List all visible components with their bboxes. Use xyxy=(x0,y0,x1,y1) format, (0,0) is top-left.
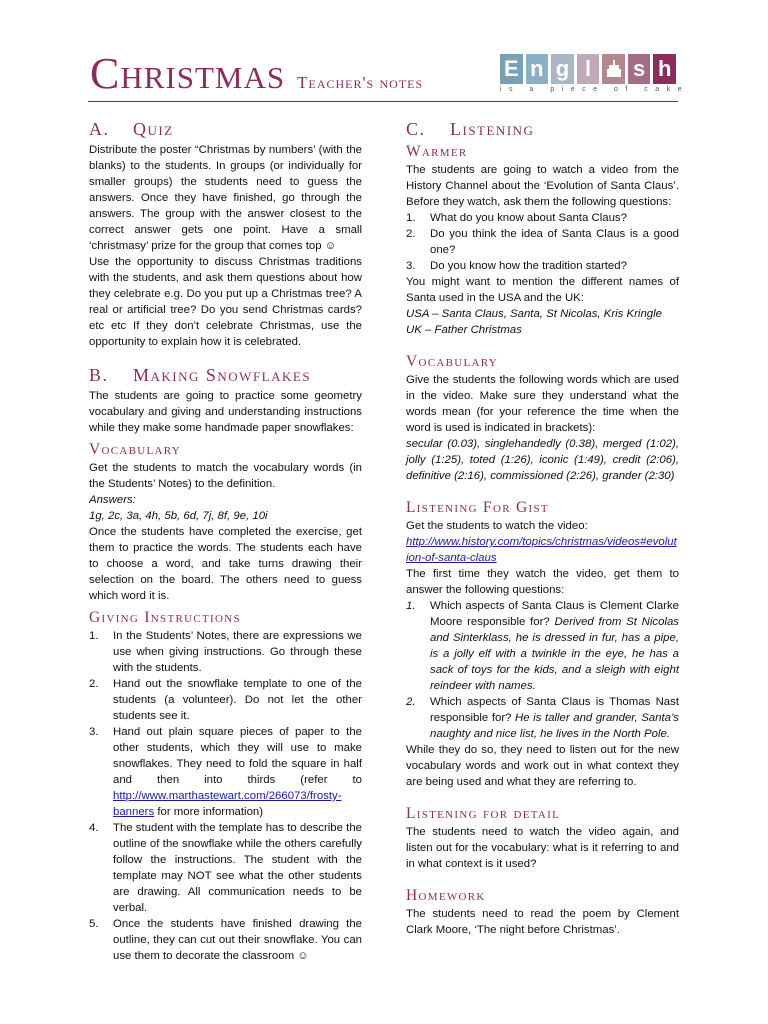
listening-detail-heading: Listening for detail xyxy=(406,805,561,822)
homework-paragraph: The students need to read the poem by Clement Clark Moore, ‘The night before Christmas’. xyxy=(406,908,679,936)
logo-tile: E xyxy=(500,54,523,84)
answers-list: 1g, 2c, 3a, 4h, 5b, 6d, 7j, 8f, 9e, 10i xyxy=(89,510,268,522)
list-item xyxy=(89,724,362,820)
list-number: 4. xyxy=(89,822,99,834)
page-title xyxy=(90,48,423,99)
answers-label: Answers: xyxy=(89,494,136,506)
vocabulary-paragraph: Once the students have completed the exercise, get them to practice the words. The students each have to choose a word, and take turns drawing their selection on the board. The others need to guess which word it is. xyxy=(89,526,362,602)
vocabulary-paragraph: Give the students the following words which are used in the video. Make sure they understand what the words mean (for your reference the time when the word is used is indicated in brackets): xyxy=(406,374,679,434)
logo-tile: h xyxy=(653,54,676,84)
list-item xyxy=(406,210,679,226)
logo-tile: n xyxy=(526,54,549,84)
logo-tile: l xyxy=(577,54,600,84)
list-text: The student with the template has to describe the outline of the snowflake while the others carefully follow the instructions. The student with the template may NOT see what the other students are drawing. All communication needs to be verbal. xyxy=(113,822,362,914)
marthastewart-link[interactable]: http://www.marthastewart.com/266073/frosty-banners xyxy=(113,790,342,818)
vocabulary-heading: Vocabulary xyxy=(406,353,499,370)
section-listening-heading xyxy=(406,118,679,140)
cake-icon xyxy=(602,54,625,84)
warmer-paragraph: The students are going to watch a video from the History Channel about the ‘Evolution of Santa Claus’. Before they watch, ask them the following questions: xyxy=(406,164,679,208)
logo-tiles xyxy=(500,54,676,84)
history-video-link[interactable]: http://www.history.com/topics/christmas/videos#evolution-of-santa-claus xyxy=(406,536,677,564)
quiz-paragraph: Distribute the poster “Christmas by numbers’ (with the blanks) to the students. In groups (or individually for smaller groups) the students need to guess the answers. Once they have finished, go through the answers. The group with the answer closest to the correct answer gets one point. Have a small ‘christmasy’ prize for the group that comes top ☺ xyxy=(89,144,362,252)
logo-tile: g xyxy=(551,54,574,84)
logo-tagline: is a piece of cake xyxy=(500,86,690,93)
list-item xyxy=(406,598,679,694)
list-item xyxy=(89,676,362,724)
list-text-part: for more information) xyxy=(154,806,264,818)
list-number: 2. xyxy=(406,228,416,240)
warmer-paragraph: You might want to mention the different names of Santa used in the USA and the UK: xyxy=(406,276,679,304)
section-quiz-heading xyxy=(89,118,362,140)
quiz-paragraph: Use the opportunity to discuss Christmas traditions with the students, and ask them questions about how they celebrate e.g. Do you put up a Christmas tree? A real or artificial tree? Do you send Christmas cards? etc etc If they don’t celebrate Christmas, use the opportunity to explain how it is celebrated. xyxy=(89,256,362,348)
right-column xyxy=(406,118,679,938)
list-text: Once the students have finished drawing the outline, they can cut out their snowflake. You can use them to decorate the classroom ☺ xyxy=(113,918,362,962)
list-text xyxy=(430,694,679,742)
section-title: Listening xyxy=(450,119,535,139)
list-item xyxy=(406,694,679,742)
question-text: Which aspects of Santa Claus is Thomas Nast responsible for? xyxy=(430,696,679,724)
vocabulary-paragraph: Get the students to match the vocabulary words (in the Students’ Notes) to the definition. xyxy=(89,462,362,490)
gist-paragraph: While they do so, they need to listen out for the new vocabulary words and work out in what context they are being used and what they are referring to. xyxy=(406,744,679,788)
list-number: 2. xyxy=(89,678,99,690)
list-number: 3. xyxy=(89,726,99,738)
gist-paragraph: Get the students to watch the video: xyxy=(406,520,588,532)
listening-gist-heading: Listening For Gist xyxy=(406,499,549,516)
answer-text: Derived from St Nicolas and Sinterklass, he is dressed in fur, has a pipe, is a jolly elf with a twinkle in the eye, he has a sack of toys for the kids, and a sleigh with eight reindeer with names. xyxy=(430,616,679,692)
left-column xyxy=(89,118,362,964)
list-text: Hand out the snowflake template to one of the students (a volunteer). Do not let the other students see it. xyxy=(113,678,362,722)
santa-names-uk: UK – Father Christmas xyxy=(406,324,522,336)
giving-instructions-heading: Giving Instructions xyxy=(89,609,241,626)
title-main: Christmas xyxy=(90,49,286,98)
list-number: 1. xyxy=(406,600,416,612)
section-title: Making Snowflakes xyxy=(133,365,312,385)
answer-text: He is taller and grander, Santa’s naughty and nice list, he lives in the North Pole. xyxy=(430,712,679,740)
section-number: A. xyxy=(89,119,110,139)
list-text xyxy=(113,724,362,820)
gist-paragraph: The first time they watch the video, get them to answer the following questions: xyxy=(406,568,679,596)
warmer-questions xyxy=(406,210,679,274)
list-text: Do you know how the tradition started? xyxy=(430,260,627,272)
section-title: Quiz xyxy=(133,119,174,139)
vocabulary-heading: Vocabulary xyxy=(89,441,182,458)
list-number: 2. xyxy=(406,696,416,708)
list-item xyxy=(406,258,679,274)
list-item xyxy=(89,820,362,916)
logo-tile: s xyxy=(628,54,651,84)
homework-heading: Homework xyxy=(406,887,486,904)
snowflakes-intro: The students are going to practice some geometry vocabulary and giving and understanding instructions while they make some handmade paper snowflakes: xyxy=(89,390,362,434)
detail-paragraph: The students need to watch the video again, and listen out for the vocabulary: what is it referring to and in what context is it used? xyxy=(406,826,679,870)
title-sub: Teacher's notes xyxy=(297,73,424,92)
list-item xyxy=(89,916,362,964)
section-number: C. xyxy=(406,119,426,139)
instructions-list xyxy=(89,628,362,964)
vocabulary-words: secular (0.03), singlehandedly (0.38), merged (1:02), jolly (1:25), toted (1:26), iconic (1:49), credit (2:06), definitive (2:16), commissioned (2:26), grander (2:30) xyxy=(406,438,679,482)
english-logo xyxy=(500,54,690,98)
list-item xyxy=(406,226,679,258)
list-text xyxy=(430,598,679,694)
gist-questions xyxy=(406,598,679,742)
list-number: 5. xyxy=(89,918,99,930)
list-number: 3. xyxy=(406,260,416,272)
list-number: 1. xyxy=(89,630,99,642)
question-text: Which aspects of Santa Claus is Clement Clarke Moore responsible for? xyxy=(430,600,679,628)
list-text: In the Students’ Notes, there are expressions we use when giving instructions. Go through these with the students. xyxy=(113,630,362,674)
list-number: 1. xyxy=(406,212,416,224)
section-number: B. xyxy=(89,365,109,385)
list-text: What do you know about Santa Claus? xyxy=(430,212,627,224)
warmer-heading: Warmer xyxy=(406,143,468,160)
header-divider xyxy=(88,101,678,102)
list-text: Do you think the idea of Santa Claus is a good one? xyxy=(430,228,679,256)
santa-names-usa: USA – Santa Claus, Santa, St Nicolas, Kris Kringle xyxy=(406,308,662,320)
list-item xyxy=(89,628,362,676)
section-snowflakes-heading xyxy=(89,364,362,386)
list-text-part: Hand out plain square pieces of paper to the other students, which they will use to make snowflakes. They need to fold the square in half and then into thirds (refer to xyxy=(113,726,362,786)
